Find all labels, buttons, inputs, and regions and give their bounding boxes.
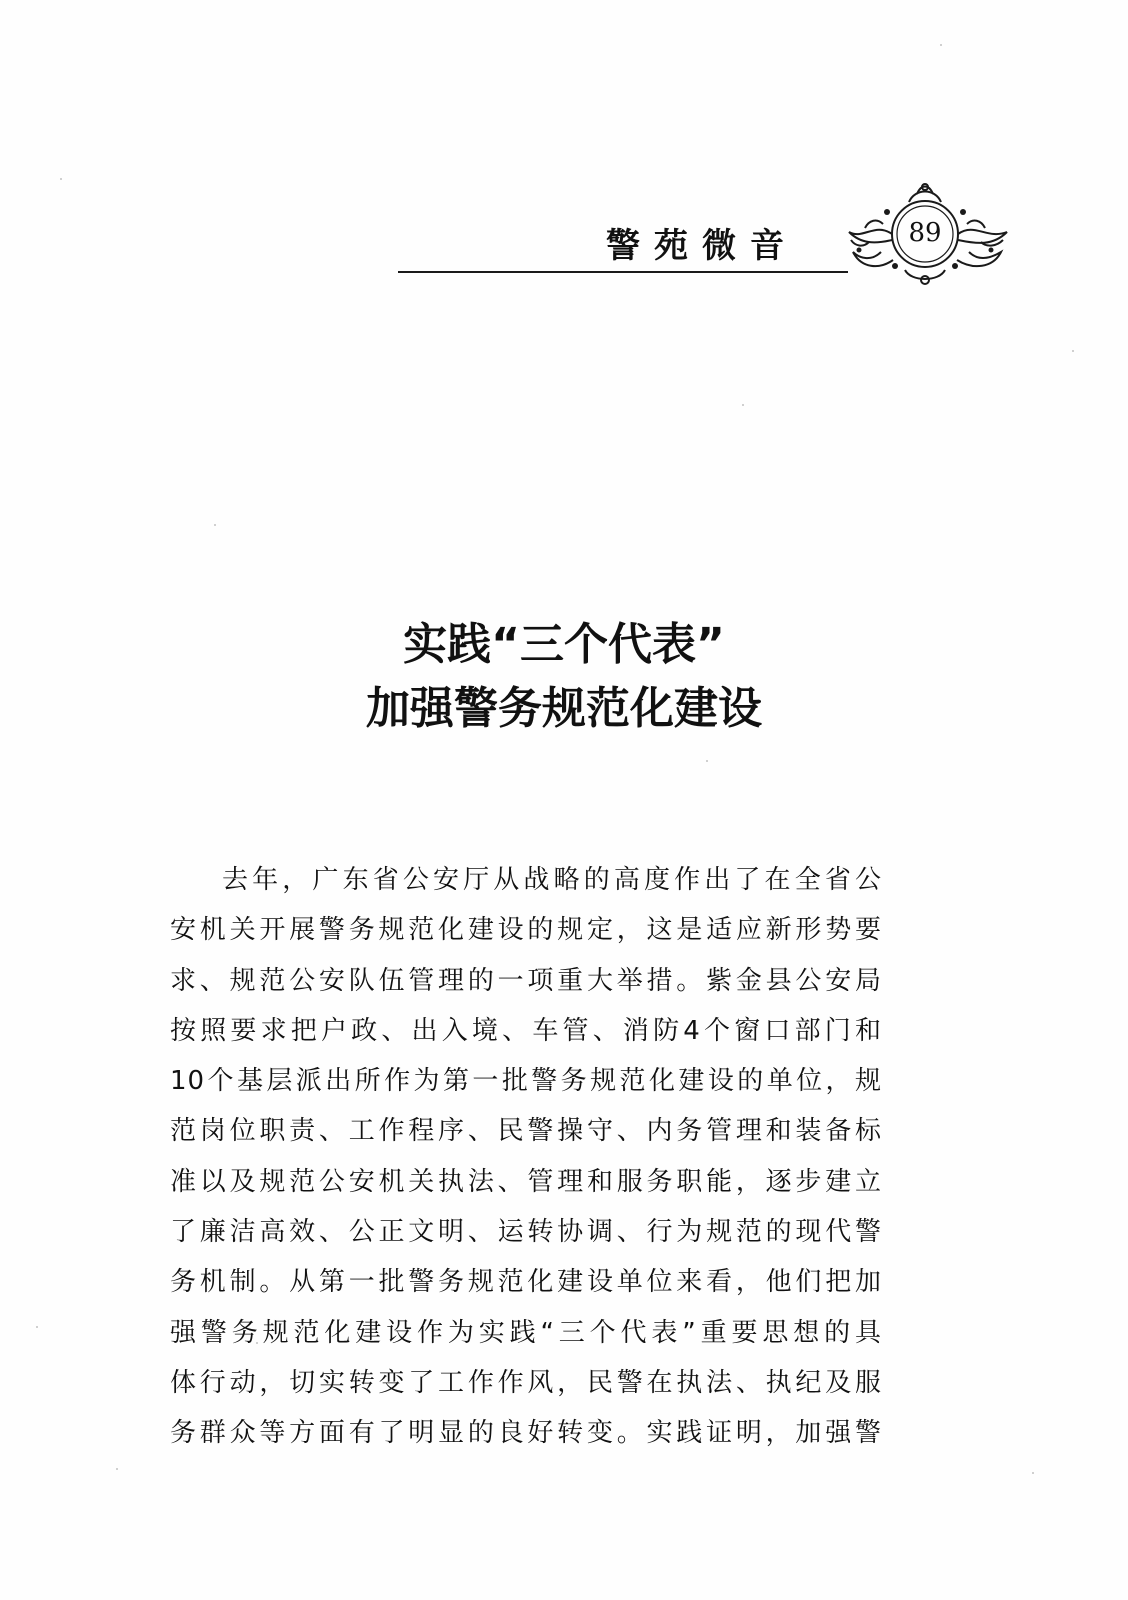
body-line: 务机制。从第一批警务规范化建设单位来看，他们把加: [170, 1267, 882, 1298]
body-line: 安机关开展警务规范化建设的规定，这是适应新形势要: [170, 915, 882, 946]
body-line: 强警务规范化建设作为实践“三个代表”重要思想的具: [170, 1317, 882, 1348]
body-line: 务群众等方面有了明显的良好转变。实践证明，加强警: [170, 1418, 882, 1449]
body-line: 按照要求把户政、出入境、车管、消防4个窗口部门和: [170, 1015, 882, 1046]
body-line: 准以及规范公安机关执法、管理和服务职能，逐步建立: [170, 1166, 882, 1197]
scan-speck: [36, 1326, 38, 1328]
scan-speck: [742, 404, 744, 406]
article-title-line-2: 加强警务规范化建设: [366, 683, 762, 734]
article-body: [170, 855, 882, 1459]
scan-speck: [706, 760, 708, 762]
header-rule: [398, 271, 848, 273]
scan-speck: [214, 524, 216, 526]
article-title-line-1: 实践“三个代表”: [403, 619, 725, 670]
body-line: 求、规范公安队伍管理的一项重大举措。紫金县公安局: [170, 965, 882, 996]
scan-speck: [60, 178, 62, 180]
scan-speck: [940, 44, 942, 46]
body-line: 体行动，切实转变了工作作风，民警在执法、执纪及服: [170, 1367, 882, 1398]
body-line: 去年，广东省公安厅从战略的高度作出了在全省公: [222, 865, 882, 895]
body-line: 范岗位职责、工作程序、民警操守、内务管理和装备标: [170, 1116, 882, 1147]
running-header-title: 警苑微音: [606, 226, 798, 266]
page-number: 89: [908, 218, 942, 248]
scan-speck: [1032, 1472, 1034, 1474]
scan-speck: [116, 1468, 118, 1470]
scan-speck: [1072, 350, 1074, 352]
body-line: 10个基层派出所作为第一批警务规范化建设的单位，规: [170, 1066, 882, 1097]
body-line: 了廉洁高效、公正文明、运转协调、行为规范的现代警: [170, 1217, 882, 1248]
